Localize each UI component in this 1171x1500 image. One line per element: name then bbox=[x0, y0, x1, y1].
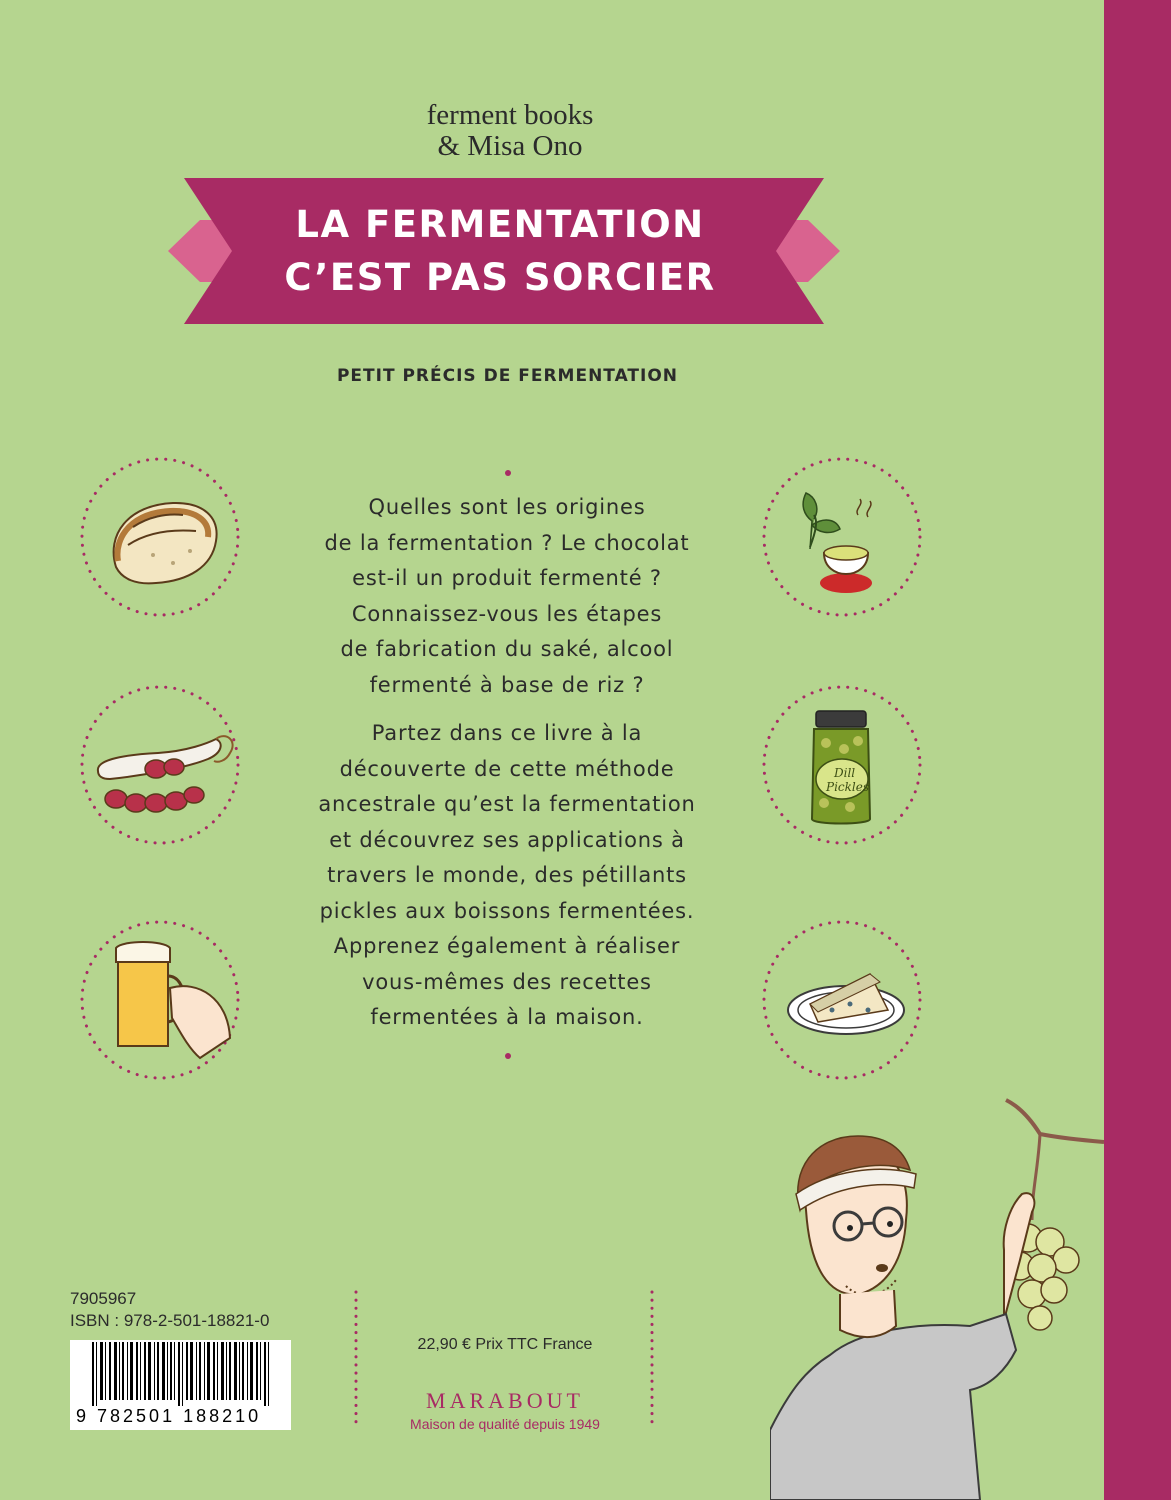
author-line-1: ferment books bbox=[426, 99, 594, 131]
blurb-line: fermentées à la maison. bbox=[370, 1005, 644, 1029]
blurb-line: ancestrale qu’est la fermentation bbox=[318, 792, 696, 816]
blurb-bottom-dot bbox=[505, 1053, 511, 1059]
divider-left bbox=[354, 1290, 358, 1430]
blurb-line: Apprenez également à réaliser bbox=[333, 934, 681, 958]
book-spine bbox=[1104, 0, 1171, 1500]
barcode-code: 7905967 bbox=[70, 1289, 137, 1308]
barcode-bars bbox=[70, 1342, 291, 1406]
blurb-line: Quelles sont les origines bbox=[368, 495, 646, 519]
jar-label-line-2: Pickles bbox=[826, 780, 870, 794]
blurb-line: Connaissez-vous les étapes bbox=[351, 601, 663, 626]
blurb-line: Partez dans ce livre à la bbox=[371, 721, 643, 745]
bread-icon bbox=[78, 455, 242, 619]
book-subtitle: PETIT PRÉCIS DE FERMENTATION bbox=[336, 366, 679, 386]
title-line-1: LA FERMENTATION bbox=[295, 203, 705, 246]
title-line-2: C’EST PAS SORCIER bbox=[284, 256, 716, 299]
barcode-digits: 9 782501 188210 bbox=[76, 1406, 262, 1426]
blurb-top-dot bbox=[505, 470, 511, 476]
author-line-2: & Misa Ono bbox=[437, 130, 583, 162]
barcode bbox=[70, 1340, 291, 1430]
publisher-name: MARABOUT bbox=[426, 1388, 584, 1413]
authors bbox=[300, 100, 720, 162]
divider-right bbox=[650, 1290, 654, 1430]
isbn: ISBN : 978-2-501-18821-0 bbox=[70, 1311, 270, 1330]
blurb-line: pickles aux boissons fermentées. bbox=[319, 898, 695, 923]
blurb-line: découverte de cette méthode bbox=[339, 756, 675, 781]
tea-icon bbox=[760, 455, 924, 619]
blurb-line: de la fermentation ? Le chocolat bbox=[324, 530, 690, 555]
beer-icon bbox=[78, 918, 242, 1082]
person-with-grapes-illustration bbox=[770, 1090, 1104, 1500]
blurb-line: et découvrez ses applications à bbox=[329, 827, 685, 852]
sausage-icon bbox=[78, 683, 242, 847]
blurb-line: est-il un produit fermenté ? bbox=[352, 566, 662, 590]
cheese-icon bbox=[760, 918, 924, 1082]
blurb-paragraph-1 bbox=[262, 490, 752, 703]
blurb-line: travers le monde, des pétillants bbox=[327, 863, 687, 887]
price: 22,90 € Prix TTC France bbox=[417, 1336, 593, 1353]
publisher-tagline: Maison de qualité depuis 1949 bbox=[410, 1416, 600, 1432]
book-title bbox=[200, 198, 800, 304]
blurb-line: fermenté à base de riz ? bbox=[369, 672, 645, 697]
blurb-line: vous-mêmes des recettes bbox=[362, 969, 652, 994]
blurb-paragraph-2 bbox=[262, 716, 752, 1036]
blurb-line: de fabrication du saké, alcool bbox=[340, 637, 674, 661]
jar-label-line-1: Dill bbox=[834, 766, 856, 780]
pickle-jar-icon bbox=[760, 683, 924, 847]
